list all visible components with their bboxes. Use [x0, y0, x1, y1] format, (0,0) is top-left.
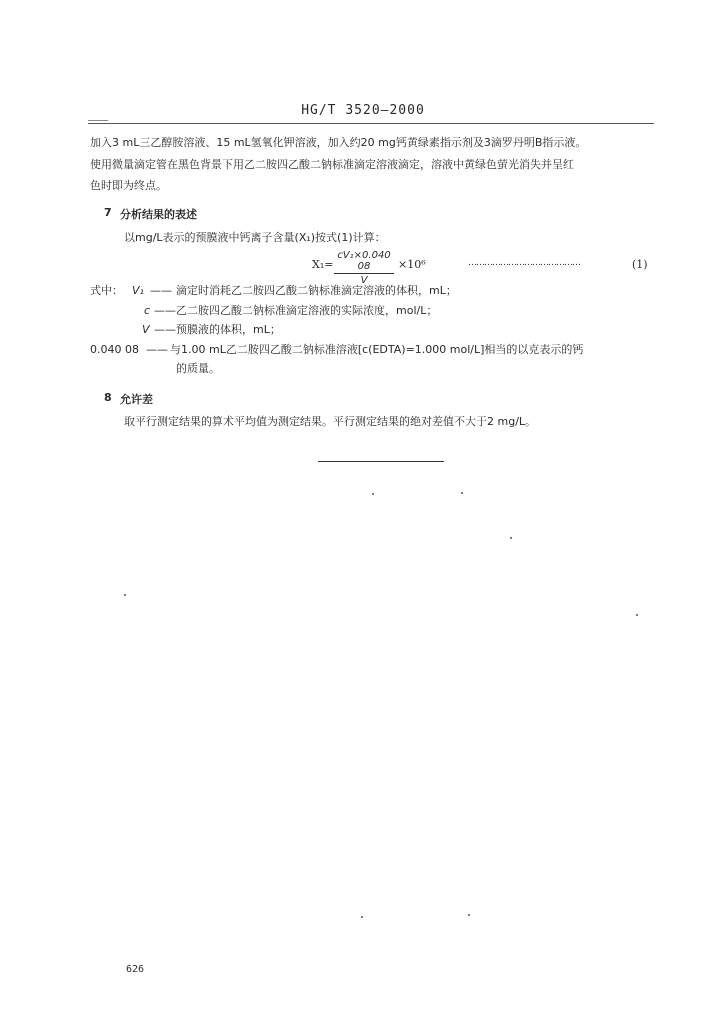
section-8-title: 允许差 — [120, 393, 153, 406]
scan-speck — [636, 614, 638, 616]
def-text-c: 乙二胺四乙酸二钠标准滴定溶液的实际浓度，mol/L； — [176, 304, 438, 317]
formula-numerator: cV₁×0.040 08 — [334, 250, 394, 274]
section-7-title: 分析结果的表述 — [120, 208, 197, 221]
def-text-v1: 滴定时消耗乙二胺四乙酸二钠标准滴定溶液的体积，mL； — [176, 284, 457, 297]
def-text-constant: 与1.00 mL乙二胺四乙酸二钠标准溶液[c(EDTA)=1.000 mol/L]相当的以克表示的钙 — [170, 343, 584, 356]
standard-code-header: HG/T 3520—2000 — [301, 103, 425, 118]
def-dash-v: —— — [154, 323, 176, 336]
def-dash-constant: —— — [146, 343, 168, 356]
formula-lhs: X₁= — [312, 258, 334, 271]
section-7-number: 7 — [104, 206, 112, 219]
scan-speck — [510, 537, 512, 539]
def-symbol-c: c — [144, 304, 151, 317]
end-of-text-rule — [318, 461, 444, 462]
intro-line-3: 色时即为终点。 — [90, 179, 167, 192]
formula-equation-number: (1) — [632, 258, 648, 271]
header-rule-tick — [88, 120, 108, 121]
scan-speck — [124, 594, 126, 596]
def-symbol-v: V — [142, 323, 150, 336]
section-8-number: 8 — [104, 391, 112, 404]
scan-speck — [361, 916, 363, 918]
header-rule — [88, 123, 654, 124]
def-text-constant-continuation: 的质量。 — [176, 362, 220, 375]
scan-speck — [468, 914, 470, 916]
formula-leader: …………………………………… — [468, 258, 580, 268]
intro-line-1: 加入3 mL三乙醇胺溶液、15 mL氢氧化钾溶液，加入约20 mg钙黄绿素指示剂及3滴罗丹明B指示液。 — [90, 136, 587, 149]
def-dash-c: —— — [154, 304, 176, 317]
where-label: 式中： — [90, 284, 123, 297]
formula-denominator: V — [360, 275, 368, 286]
def-text-v: 预膜液的体积，mL； — [176, 323, 281, 336]
scan-speck — [372, 493, 374, 495]
formula-multiplier: ×10⁶ — [398, 258, 426, 271]
intro-line-2: 使用微量滴定管在黑色背景下用乙二胺四乙酸二钠标准滴定溶液滴定，溶液中黄绿色萤光消失并呈红 — [90, 158, 574, 171]
section-7-intro: 以mg/L表示的预膜液中钙离子含量(X₁)按式(1)计算： — [124, 231, 386, 244]
formula-fraction — [334, 250, 394, 286]
page-number: 626 — [126, 964, 145, 975]
def-symbol-v1: V₁ — [132, 284, 144, 297]
scan-speck — [461, 492, 463, 494]
section-8-text: 取平行测定结果的算术平均值为测定结果。平行测定结果的绝对差值不大于2 mg/L。 — [124, 415, 537, 428]
def-dash-v1: —— — [150, 284, 172, 297]
def-symbol-constant: 0.040 08 — [90, 343, 139, 356]
